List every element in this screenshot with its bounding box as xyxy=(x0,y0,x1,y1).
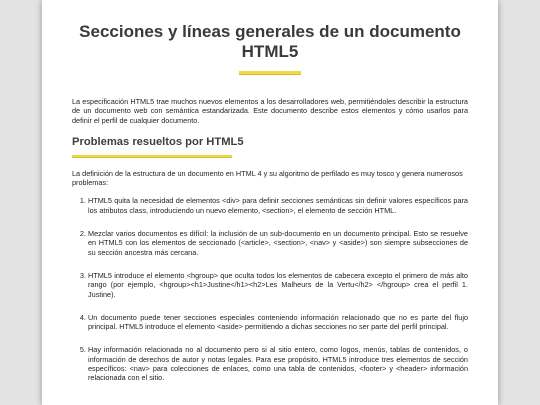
list-item: 2. Mezclar varios documentos es difícil: la inclusión de un sub-documento en un documento principal. Esto se resuelve en HTML5 con los elementos de seccionado (<article>, <section>, <nav> y <aside>) son siempre subsecciones de su sección ancestra más cercana. xyxy=(88,229,468,257)
list-item: 5. Hay información relacionada no al documento pero si al sitio entero, como logos, menús, tablas de contenidos, o información de derechos de autor y notas legales. Para ese propósito, HTML5 introduce tres elementos de sección específicos: <nav> para colecciones de enlaces, como una tabla de contenidos, <footer> y <header> información relacionada con el sitio. xyxy=(88,345,468,382)
list-item: 4. Un documento puede tener secciones especiales conteniendo información relacionado que no es parte del flujo principal. HTML5 introduce el elemento <aside> permitiendo a dichas secciones no ser parte del perfil principal. xyxy=(88,313,468,332)
problems-list xyxy=(72,196,468,382)
section-heading: Problemas resueltos por HTML5 xyxy=(72,135,244,148)
section-underline xyxy=(72,155,232,158)
title-underline xyxy=(239,71,301,75)
list-item: 3. HTML5 introduce el elemento <hgroup> que oculta todos los elementos de cabecera excepto el primero de más alto rango (por ejemplo, <hgroup><h1>Justine</h1><h2>Les Malheurs de la Vertu</h2> </hgroup> crea el perfil 1. Justine). xyxy=(88,271,468,299)
page-title: Secciones y líneas generales de un documento HTML5 xyxy=(79,22,461,61)
document-page xyxy=(42,0,498,405)
list-item: 1. HTML5 quita la necesidad de elementos <div> para definir secciones semánticas sin definir valores específicos para los atributos class, introduciendo un nuevo elemento, <section>, el elemento de sección HTML. xyxy=(88,196,468,215)
section-lead-paragraph: La definición de la estructura de un documento en HTML 4 y su algoritmo de perfilado es muy tosco y genera numerosos problemas: xyxy=(72,168,463,188)
intro-paragraph: La especificación HTML5 trae muchos nuevos elementos a los desarrolladores web, permitiéndoles describir la estructura de un documento web con semántica estandarizada. Este documento describe estos elementos y cómo usarlos para definir el perfil de cualquier documento. xyxy=(72,97,468,125)
